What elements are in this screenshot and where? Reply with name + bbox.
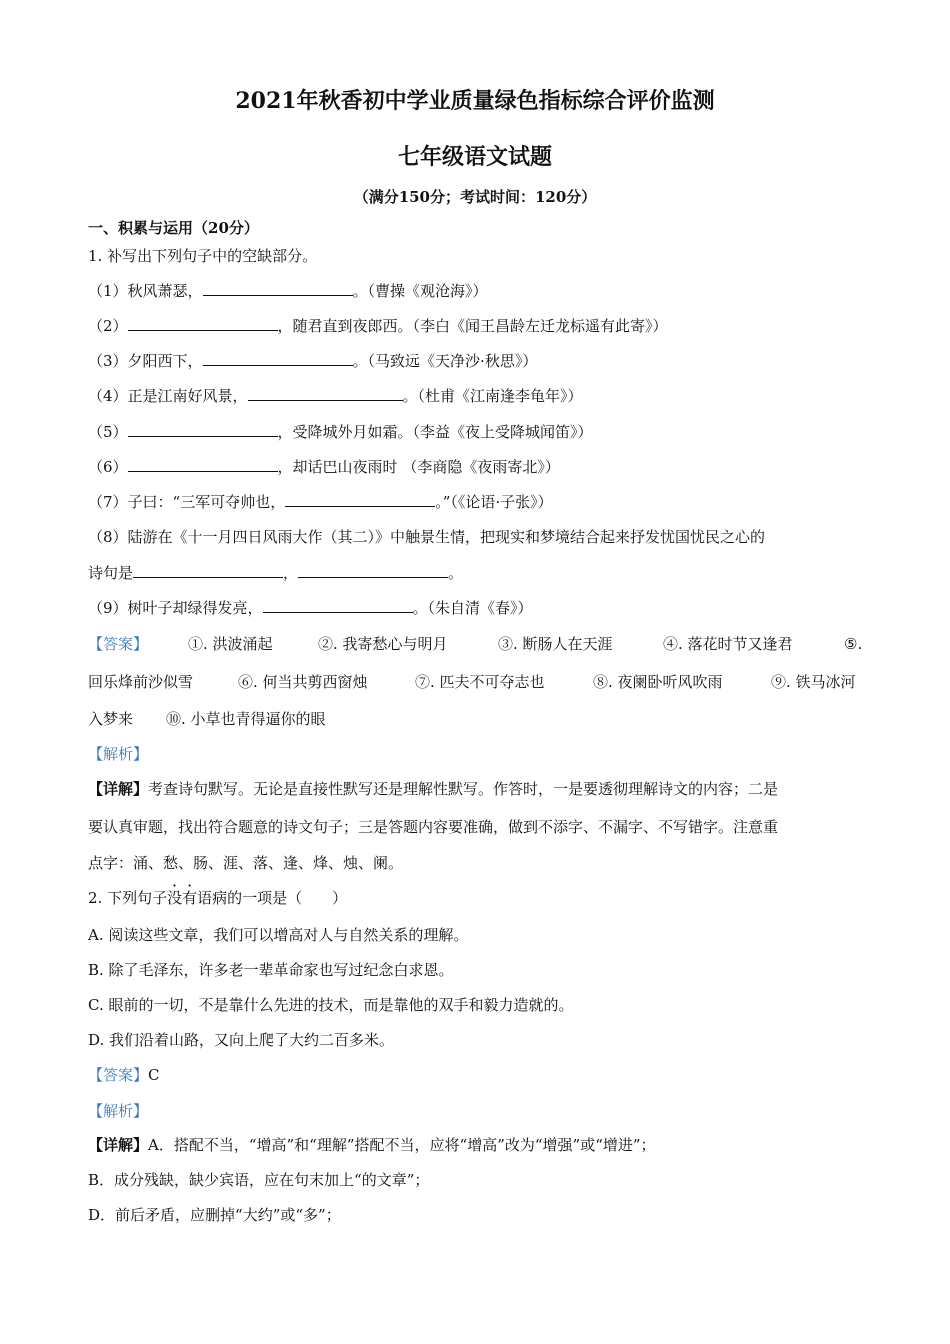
q1-detail-line3: 点字：涌、愁、肠、涯、落、逢、烽、烛、阑。	[88, 854, 404, 872]
exam-note: （满分150分；考试时间：120分）	[353, 188, 597, 206]
q1-stem: 1. 补写出下列句子中的空缺部分。	[88, 247, 318, 265]
blank-line	[203, 351, 353, 366]
section-heading: 一、积累与运用（20分）	[88, 219, 259, 237]
q1-item-2-post: ，随君直到夜郎西。（李白《闻王昌龄左迁龙标遥有此寄》）	[277, 317, 668, 335]
q1-item-2	[88, 316, 668, 336]
document-subtitle: 七年级语文试题	[397, 144, 552, 170]
detail-text: 考查诗句默写。无论是直接性默写还是理解性默写。作答时，一是要透彻理解诗文的内容；二是	[148, 780, 779, 798]
q1-item-5	[88, 422, 593, 442]
blank-line	[263, 598, 413, 613]
q1-item-5-post: ，受降城外月如霜。（李益《夜上受降城闻笛》）	[277, 423, 593, 441]
q1-detail-line1	[88, 779, 778, 799]
emphasis-char: 有	[182, 889, 198, 907]
q2-option-a: A. 阅读这些文章，我们可以增高对人与自然关系的理解。	[88, 926, 469, 944]
q1-item-8-pre: 诗句是	[88, 564, 134, 582]
q1-item-9-post: 。（朱自清《春》）	[412, 599, 533, 617]
blank-line	[128, 457, 278, 472]
q1-item-7-post: 。”（《论语·子张》）	[435, 493, 553, 511]
q2-stem	[88, 888, 347, 908]
blank-line	[298, 563, 448, 578]
answer-item: ①. 洪波涌起	[188, 635, 273, 653]
q1-item-1-pre: （1）秋风萧瑟，	[88, 282, 203, 300]
q1-item-7	[88, 492, 553, 512]
answer-item: ⑤.	[844, 635, 863, 653]
q1-item-7-pre: （7）子曰：“三军可夺帅也，	[88, 493, 286, 511]
blank-line	[128, 316, 278, 331]
answer-value: C	[148, 1066, 160, 1084]
q1-item-6-post: ，却话巴山夜雨时 （李商隐《夜雨寄北》）	[277, 458, 560, 476]
q2-detail-line3: D．前后矛盾，应删掉“大约”或“多”；	[88, 1206, 341, 1224]
q1-item-3	[88, 351, 537, 371]
answer-item: ④. 落花时节又逢君	[663, 635, 793, 653]
q1-item-6	[88, 457, 560, 477]
blank-line	[248, 386, 403, 401]
answer-item: ⑧. 夜阑卧听风吹雨	[593, 673, 723, 691]
answer-tag: 【答案】	[88, 635, 149, 653]
analysis-tag: 【解析】	[88, 1102, 149, 1120]
document-title: 2021年秋香初中学业质量绿色指标综合评价监测	[235, 88, 715, 114]
answer-item: 回乐烽前沙似雪	[88, 673, 194, 691]
q1-item-5-pre: （5）	[88, 423, 128, 441]
q1-answers-line1	[88, 634, 863, 654]
blank-line	[285, 492, 435, 507]
q1-item-8-mid: ，	[283, 564, 299, 582]
q1-item-4-post: 。（杜甫《江南逢李龟年》）	[402, 387, 583, 405]
q1-item-2-pre: （2）	[88, 317, 128, 335]
q1-item-8-post: 。	[448, 564, 464, 582]
q1-item-9-pre: （9）树叶子却绿得发亮，	[88, 599, 263, 617]
q2-option-b: B. 除了毛泽东，许多老一辈革命家也写过纪念白求恩。	[88, 961, 454, 979]
detail-tag: 【详解】	[88, 1136, 149, 1154]
q2-detail-line1	[88, 1135, 656, 1155]
answer-item: ⑥. 何当共剪西窗烛	[238, 673, 368, 691]
blank-line	[203, 281, 353, 296]
analysis-tag: 【解析】	[88, 745, 149, 763]
q2-stem-post: 语病的一项是（ ）	[197, 889, 348, 907]
q1-item-4-pre: （4）正是江南好风景，	[88, 387, 248, 405]
detail-tag: 【详解】	[88, 780, 149, 798]
answer-item: ⑩. 小草也青得逼你的眼	[166, 710, 326, 728]
answer-tag: 【答案】	[88, 1066, 149, 1084]
q2-detail-line2: B．成分残缺，缺少宾语，应在句末加上“的文章”；	[88, 1171, 430, 1189]
q1-item-1	[88, 281, 488, 301]
q2-option-d: D. 我们沿着山路，又向上爬了大约二百多米。	[88, 1031, 395, 1049]
q1-detail-line2: 要认真审题，找出符合题意的诗文句子；三是答题内容要准确，做到不添字、不漏字、不写错字。注意重	[88, 818, 779, 836]
blank-line	[133, 563, 283, 578]
q2-stem-pre: 2. 下列句子	[88, 889, 168, 907]
q1-item-4	[88, 386, 583, 406]
q1-item-9	[88, 598, 533, 618]
emphasis-char: 没	[167, 889, 183, 907]
q2-option-c: C. 眼前的一切，不是靠什么先进的技术，而是靠他的双手和毅力造就的。	[88, 996, 574, 1014]
answer-item: ⑦. 匹夫不可夺志也	[415, 673, 545, 691]
answer-item: ③. 断肠人在天涯	[498, 635, 613, 653]
q1-item-6-pre: （6）	[88, 458, 128, 476]
answer-item: 入梦来	[88, 710, 134, 728]
q2-answer	[88, 1065, 160, 1085]
q1-item-1-post: 。（曹操《观沧海》）	[352, 282, 488, 300]
blank-line	[128, 422, 278, 437]
q1-item-8-line2	[88, 563, 463, 583]
q1-item-3-post: 。（马致远《天净沙·秋思》）	[352, 352, 538, 370]
q1-item-8-line1: （8）陆游在《十一月四日风雨大作（其二）》中触景生情，把现实和梦境结合起来抒发忧国忧民之心的	[88, 528, 766, 546]
answer-item: ②. 我寄愁心与明月	[318, 635, 448, 653]
q1-item-3-pre: （3）夕阳西下，	[88, 352, 203, 370]
answer-item: ⑨. 铁马冰河	[771, 673, 856, 691]
detail-text: A．搭配不当，“增高”和“理解”搭配不当，应将“增高”改为“增强”或“增进”；	[148, 1136, 656, 1154]
